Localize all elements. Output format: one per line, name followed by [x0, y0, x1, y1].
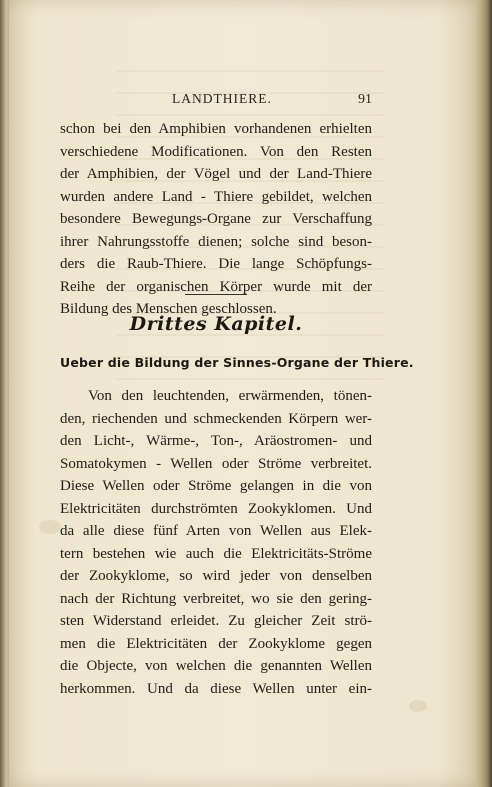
text-line: nach der Richtung verbreitet, wo sie den gering-: [60, 590, 372, 607]
paragraph-1: [60, 118, 372, 321]
text-line: da alle diese fünf Arten von Wellen aus Elek-: [60, 523, 372, 539]
text-line: der Zookyklome, so wird jeder von denselben: [60, 568, 372, 584]
text-line: besondere Bewegungs-Organe zur Verschaffung: [60, 211, 372, 227]
text-line: schon bei den Amphibien vorhandenen erhielten: [60, 121, 372, 137]
text-line: verschiedene Modificationen. Von den Resten: [60, 143, 372, 160]
chapter-title: Drittes Kapitel.: [129, 313, 303, 335]
page-number: 91: [358, 92, 372, 107]
page-header: [172, 91, 372, 108]
text-line: Somatokymen - Wellen oder Ströme verbreitet.: [60, 455, 372, 472]
text-line: sten Widerstand erleidet. Zu gleicher Zeit strö-: [60, 613, 372, 629]
text-line: ihrer Nahrungsstoffe dienen; solche sind beson-: [60, 233, 372, 250]
text-line: den, riechenden und schmeckenden Körpern wer-: [60, 410, 372, 427]
text-line: die Objecte, von welchen die genannten Wellen: [60, 658, 372, 674]
running-head: LANDTHIERE.: [172, 91, 272, 106]
text-line: Bildung des Menschen geschlossen.: [60, 301, 277, 317]
text-line: men die Elektricitäten der Zookyklome gegen: [60, 635, 372, 652]
text-line: tern bestehen wie auch die Elektricitäts-Ströme: [60, 545, 372, 562]
section-divider: [185, 294, 247, 295]
text-line: der Amphibien, der Vögel und der Land-Thiere: [60, 166, 372, 182]
text-line: wurden andere Land - Thiere gebildet, welchen: [60, 188, 372, 205]
text-line: ders die Raub-Thiere. Die lange Schöpfungs-: [60, 256, 372, 272]
right-page-edge: [476, 0, 492, 787]
text-line: Von den leuchtenden, erwärmenden, tönen-: [88, 388, 372, 404]
text-line: herkommen. Und da diese Wellen unter ein-: [60, 680, 372, 697]
text-line: Diese Wellen oder Ströme gelangen in die von: [60, 478, 372, 494]
chapter-subtitle: Ueber die Bildung der Sinnes-Organe der Thiere.: [60, 355, 414, 370]
text-line: Reihe der organischen Körper wurde mit der: [60, 278, 372, 295]
text-line: Elektricitäten durchströmten Zookyklomen. Und: [60, 500, 372, 517]
text-line: den Licht-, Wärme-, Ton-, Aräostromen- und: [60, 433, 372, 449]
paragraph-2: [60, 385, 372, 700]
